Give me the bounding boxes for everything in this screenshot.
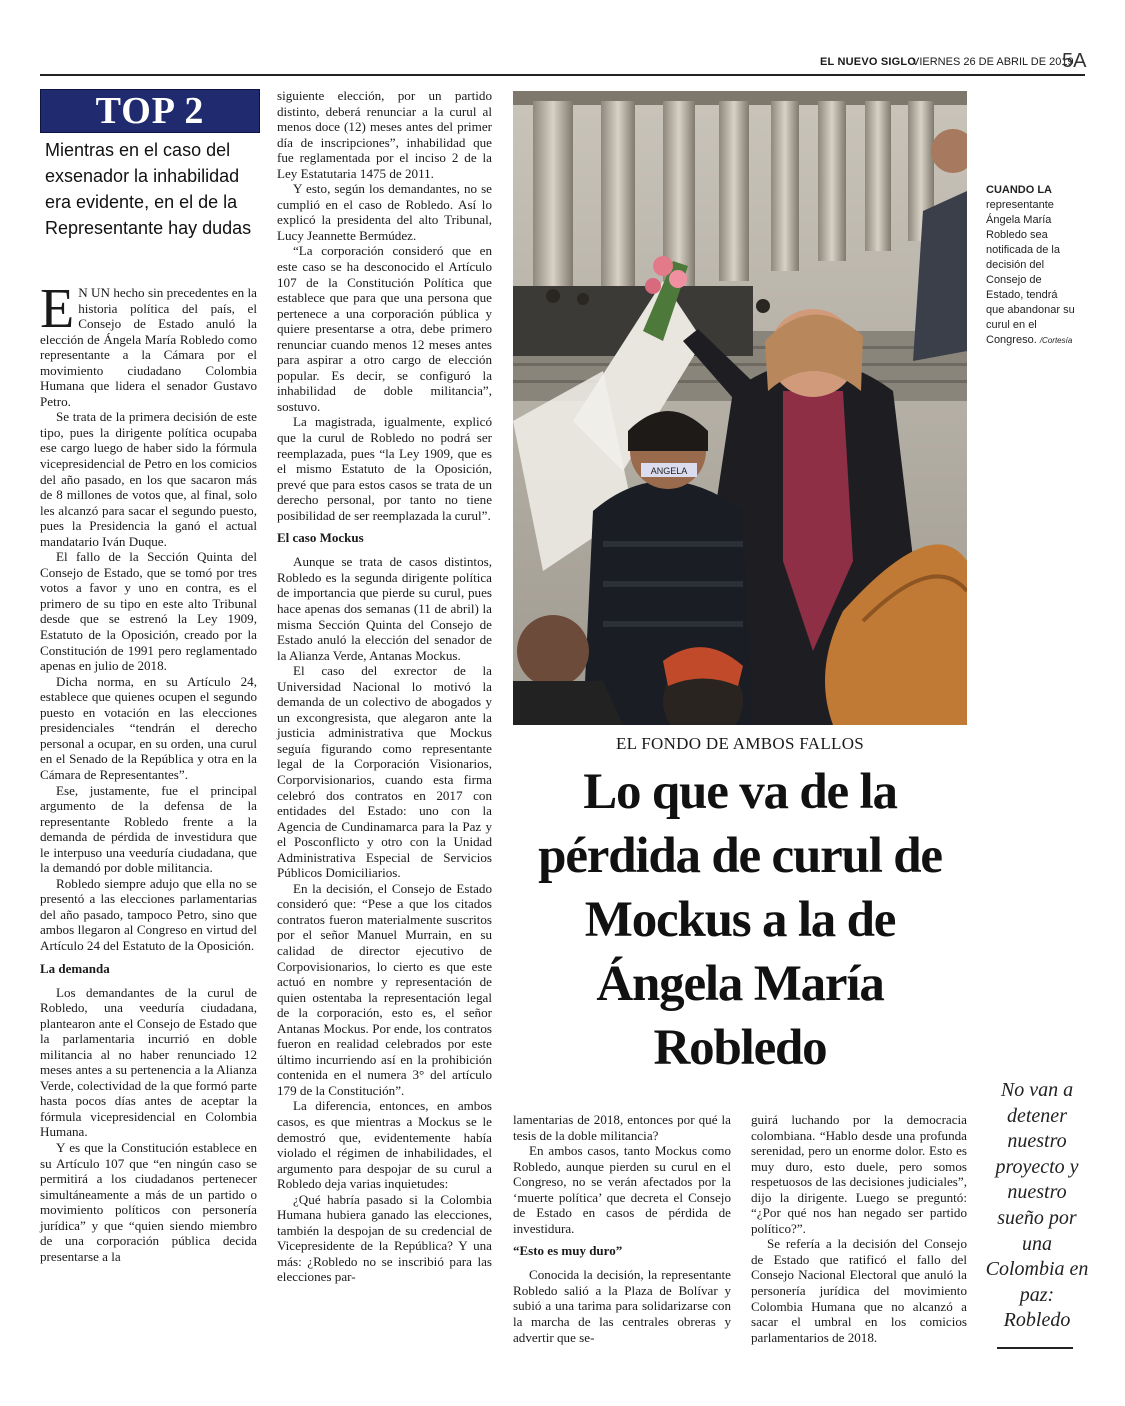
subheading-el-caso-mockus: El caso Mockus [277,530,364,546]
article-column-1 [40,278,257,1264]
paragraph: Se refería a la decisión del Consejo de Estado que ratificó el fallo del Consejo Nacional Electoral que anuló la personería jurídica del movimiento Colombia Humana que no alcanzó a sacar el umbral en los comicios parlamentarios de 2018. [751,1236,967,1345]
header-rule [40,74,1085,76]
article-headline: Lo que va de la pérdida de curul de Mockus a la de Ángela María Robledo [538,764,942,1076]
paragraph: Ese, justamente, fue el principal argumento de la defensa de la representante Robledo frente a la demanda de pérdida de investidura que le interpuso una veeduría ciudadana, que la demandó por doble militancia. [40,782,257,876]
news-photo [513,91,967,725]
caption-lead: CUANDO LA [986,184,1052,196]
page-number: 5A [1062,50,1087,72]
photo-credit: /Cortesía [1039,336,1073,345]
paragraph: Robledo siempre adujo que ella no se presentó a las elecciones parlamentarias del año pasado, tampoco Petro, sino que ambos llegaron al Congreso en virtud del Artículo 24 del Estatuto de la Oposición. [40,875,257,953]
paragraph: Y esto, según los demandantes, no se cumplió en el caso de Robledo. Así lo explicó la presidenta del alto Tribunal, Lucy Jeannette Bermúdez. [277,181,492,243]
paragraph: ¿Qué habría pasado si la Colombia Humana hubiera ganado las elecciones, también la despojan de su credencial de Vicepresidente de la República? Y una más: ¿Robledo no se inscribió para las elecciones par- [277,1191,492,1285]
article-column-3 [513,1112,731,1345]
top-2-box [40,89,260,133]
paragraph: En ambos casos, tanto Mockus como Robledo, aunque pierden su curul en el Congreso, no se verán afectados por la ‘muerte política’ que decreta el Consejo de Estado en casos de pérdida de investidura. [513,1143,731,1236]
pull-quote: No van a detener nuestro proyecto y nuestro sueño por una Colombia en paz: Robledo [985,1079,1089,1332]
paragraph: Aunque se trata de casos distintos, Robledo es la segunda dirigente política de importancia que pierde su curul, pues hace apenas dos semanas (11 de abril) la misma Sección Quinta del Consejo de Estado anuló la elección del senador de la Alianza Verde, Antanas Mockus. [277,554,492,663]
paragraph: En la decisión, el Consejo de Estado consideró que: “Pese a que los citados contratos fueron materialmente suscritos por el señor Manuel Murrain, en su calidad de director ejecutivo de Corpovisionarios, lo cierto es que este actuó en nombre y representación de quien ostentaba la representación legal de la corporación, esto es, el señor Antanas Mockus. Por ende, los contratos fueron en realidad celebrados por este último incurriendo así en la prohibición contenida en el numera 3° del artículo 179 de la Constitución”. [277,880,492,1098]
paragraph: Y es que la Constitución establece en su Artículo 107 que “en ningún caso se permitirá a los ciudadanos pertenecer simultáneamente a más de un partido o movimiento políticos con personería jurídica” y que “quien siendo miembro de una corporación pública decida presentarse a la [40,1139,257,1264]
caption-text: representante Ángela María Robledo sea notificada de la decisión del Consejo de Estado, tendrá que abandonar su curul en el Congreso. [986,199,1075,346]
subheading-la-demanda: La demanda [40,960,110,976]
article-column-2 [277,88,492,1285]
paragraph: lamentarias de 2018, entonces por qué la tesis de la doble militancia? [513,1112,731,1143]
paragraph: Conocida la decisión, la representante Robledo salió a la Plaza de Bolívar y subió a una tarima para solidarizarse con la marcha de las centrales obreras y advertir que se- [513,1267,731,1345]
drop-cap: E [40,278,75,340]
article-column-4 [751,1112,967,1345]
issue-date: VIERNES 26 DE ABRIL DE 2019 [912,56,1074,68]
photo-caption [986,183,1078,348]
paragraph: Los demandantes de la curul de Robledo, una veeduría ciudadana, plantearon ante el Consejo de Estado que la parlamentaria incurrió en doble militancia al no haber renunciado 12 meses antes a su pertenencia a la Alianza Verde, colectividad de la que formó parte hasta pocos días antes de aceptar la fórmula vicepresidencial en Colombia Humana. [40,984,257,1140]
paragraph: siguiente elección, por un partido distinto, deberá renunciar a la curul al menos doce (12) meses antes del primer día de inscripciones”, inhabilidad que fue reglamentada por el inciso 2 de la Ley Estatutaria 1475 de 2011. [277,88,492,181]
paragraph: La magistrada, igualmente, explicó que la curul de Robledo no podrá ser reemplazada, pues “la Ley 1909, que es el mismo Estatuto de la Oposición, prevé que para estos casos se trata de un derecho personal, por tanto no tiene posibilidad de ser reemplazada la curul”. [277,414,492,523]
paragraph: El caso del exrector de la Universidad Nacional lo motivó la demanda de un colectivo de abogados y un excongresista, que alegaron ante la justicia administrativa que Mockus seguía figurando como representante legal de la Corporación Visionarios, Corporvisionarios, cuando esta firma celebró dos contratos en 2017 con entidades del Estado: uno con la Agencia de Cundinamarca para la Paz y el Posconflicto y otro con la Unidad Administrativa Especial de Servicios Públicos Domiciliarios. [277,663,492,881]
paragraph: “La corporación consideró que en este caso se ha desconocido el Artículo 107 de la Constitución Política que establece que para que una persona que pertenece a una corporación pública y quiere presentarse a otra, debe primero renunciar cuando menos 12 meses antes para aspirar a otro cargo de elección popular. Es decir, se configuró la inhabilidad de doble militancia”, sostuvo. [277,243,492,414]
pull-quote-rule [997,1347,1073,1349]
article-kicker: EL FONDO DE AMBOS FALLOS [615,734,865,753]
lead-paragraph: E N UN hecho sin precedentes en la historia política del país, el Consejo de Estado anuló la elección de Ángela María Robledo como representante a la Cámara por el movimiento ciudadano Colombia Humana que lidera el senador Gustavo Petro. [40,278,257,409]
newspaper-name: EL NUEVO SIGLO [820,56,917,68]
paragraph: El fallo de la Sección Quinta del Consejo de Estado, que se tomó por tres votos a favor y uno en contra, es el primero de su tipo en este alto Tribunal desde que se estrenó la Ley 1909, Estatuto de la Oposición, creado por la Constitución de 1991 pero reglamentado apenas en julio de 2018. [40,549,257,674]
paragraph: La diferencia, entonces, en ambos casos, es que mientras a Mockus se le demostró que, evidentemente había violado el régimen de inhabilidades, el argumento para despojar de su curul a Robledo deja varias inquietudes: [277,1098,492,1192]
photo-banner-text: ANGELA [650,466,688,476]
top-2-kicker: Mientras en el caso del exsenador la inhabilidad era evidente, en el de la Representante hay dudas [45,140,252,238]
top-2-label: TOP 2 [95,90,205,132]
subheading-esto-es-muy-duro: “Esto es muy duro” [513,1243,623,1259]
paragraph: Dicha norma, en su Artículo 24, establece que quienes ocupen el segundo puesto en votación en las elecciones presidenciales “tendrán el derecho personal a ocupar, en su orden, una curul en el Senado de la República y otra en la Cámara de Representantes”. [40,673,257,782]
paragraph: guirá luchando por la democracia colombiana. “Hablo desde una profunda serenidad, pero un enorme dolor. Esto es muy duro, esto duele, pero somos respetuosos de las decisiones judiciales”, dijo la dirigente. Luego se preguntó: “¿Por qué nos han negado ser partido político?”. [751,1112,967,1236]
paragraph: Se trata de la primera decisión de este tipo, pues la dirigente política ocupaba ese cargo luego de haber sido la fórmula vicepresidencial de Petro en los comicios del año pasado, en los que sacaron más de 8 millones de votos que, al final, solo les alcanzó para sacar el segundo puesto, pues la Presidencia la ganó el actual mandatario Iván Duque. [40,409,257,549]
